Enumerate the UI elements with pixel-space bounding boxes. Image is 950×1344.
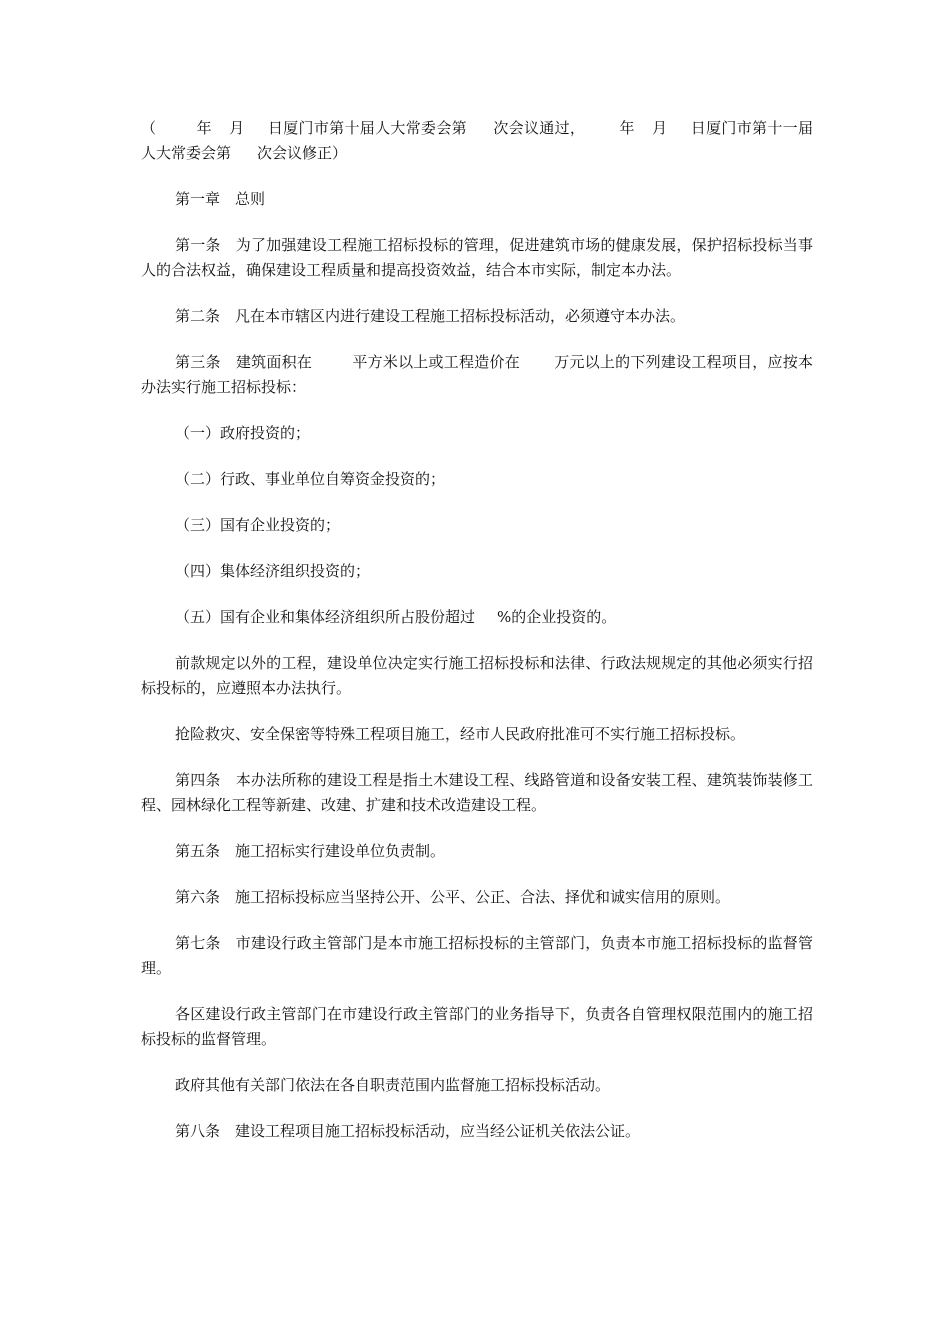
- article-8: 第八条 建设工程项目施工招标投标活动，应当经公证机关依法公证。: [175, 1122, 641, 1140]
- article-3-part2: 平方米以上或工程造价在: [352, 353, 520, 371]
- article-5: 第五条 施工招标实行建设单位负责制。: [175, 842, 446, 860]
- article-3-item-4: （四）集体经济组织投资的；: [175, 562, 371, 580]
- preamble-open: （: [141, 119, 157, 137]
- article-4: 第四条 本办法所称的建设工程是指土木建设工程、线路管道和设备安装工程、建筑装饰装修工程、园林绿化工程等新建、改建、扩建和技术改造建设工程。: [141, 771, 813, 814]
- preamble-month2: 月: [651, 119, 668, 137]
- preamble-year2: 年: [619, 119, 635, 137]
- article-3-item-5: [141, 605, 813, 630]
- article-2: 第二条 凡在本市辖区内进行建设工程施工招标投标活动，必须遵守本办法。: [175, 307, 686, 325]
- preamble-month1: 月: [228, 119, 245, 137]
- preamble-year1: 年: [196, 119, 212, 137]
- article-7-paragraph-3: 政府其他有关部门依法在各自职责范围内监督施工招标投标活动。: [175, 1076, 611, 1094]
- article-6: 第六条 施工招标投标应当坚持公开、公平、公正、合法、择优和诚实信用的原则。: [175, 888, 731, 906]
- preamble-session2: 次会议修正）: [257, 144, 348, 162]
- article-3-item-5-part1: （五）国有企业和集体经济组织所占股份超过: [175, 608, 476, 626]
- article-3-part3: 万元以上的下列建设工程项目，应按本办法实行施工招标投标：: [141, 353, 813, 396]
- article-3-item-5-part2: %的企业投资的。: [497, 608, 617, 626]
- preamble-session1: 次会议通过，: [493, 119, 586, 137]
- preamble-day1: 日厦门市第十届人大常委会第: [267, 119, 467, 137]
- article-3: [141, 350, 813, 400]
- article-3-paragraph-2: 前款规定以外的工程，建设单位决定实行施工招标投标和法律、行政法规规定的其他必须实行招标投标的，应遵照本办法执行。: [141, 654, 813, 697]
- article-3-item-2: （二）行政、事业单位自筹资金投资的；: [175, 470, 446, 488]
- article-3-item-1: （一）政府投资的；: [175, 424, 311, 442]
- article-3-item-3: （三）国有企业投资的；: [175, 516, 341, 534]
- article-3-paragraph-3: 抢险救灾、安全保密等特殊工程项目施工，经市人民政府批准可不实行施工招标投标。: [175, 725, 746, 743]
- article-7: 第七条 市建设行政主管部门是本市施工招标投标的主管部门，负责本市施工招标投标的监督管理。: [141, 934, 813, 977]
- preamble-day2: 日厦门市第十一届人大常委会第: [141, 119, 813, 162]
- preamble: [141, 116, 813, 166]
- chapter-1-heading: 第一章 总则: [175, 190, 266, 208]
- article-1: 第一条 为了加强建设工程施工招标投标的管理，促进建筑市场的健康发展，保护招标投标当事人的合法权益，确保建设工程质量和提高投资效益，结合本市实际，制定本办法。: [141, 236, 813, 279]
- article-7-paragraph-2: 各区建设行政主管部门在市建设行政主管部门的业务指导下，负责各自管理权限范围内的施工招标投标的监督管理。: [141, 1005, 813, 1048]
- document-body: [141, 116, 813, 1165]
- article-3-part1: 第三条 建筑面积在: [175, 353, 313, 371]
